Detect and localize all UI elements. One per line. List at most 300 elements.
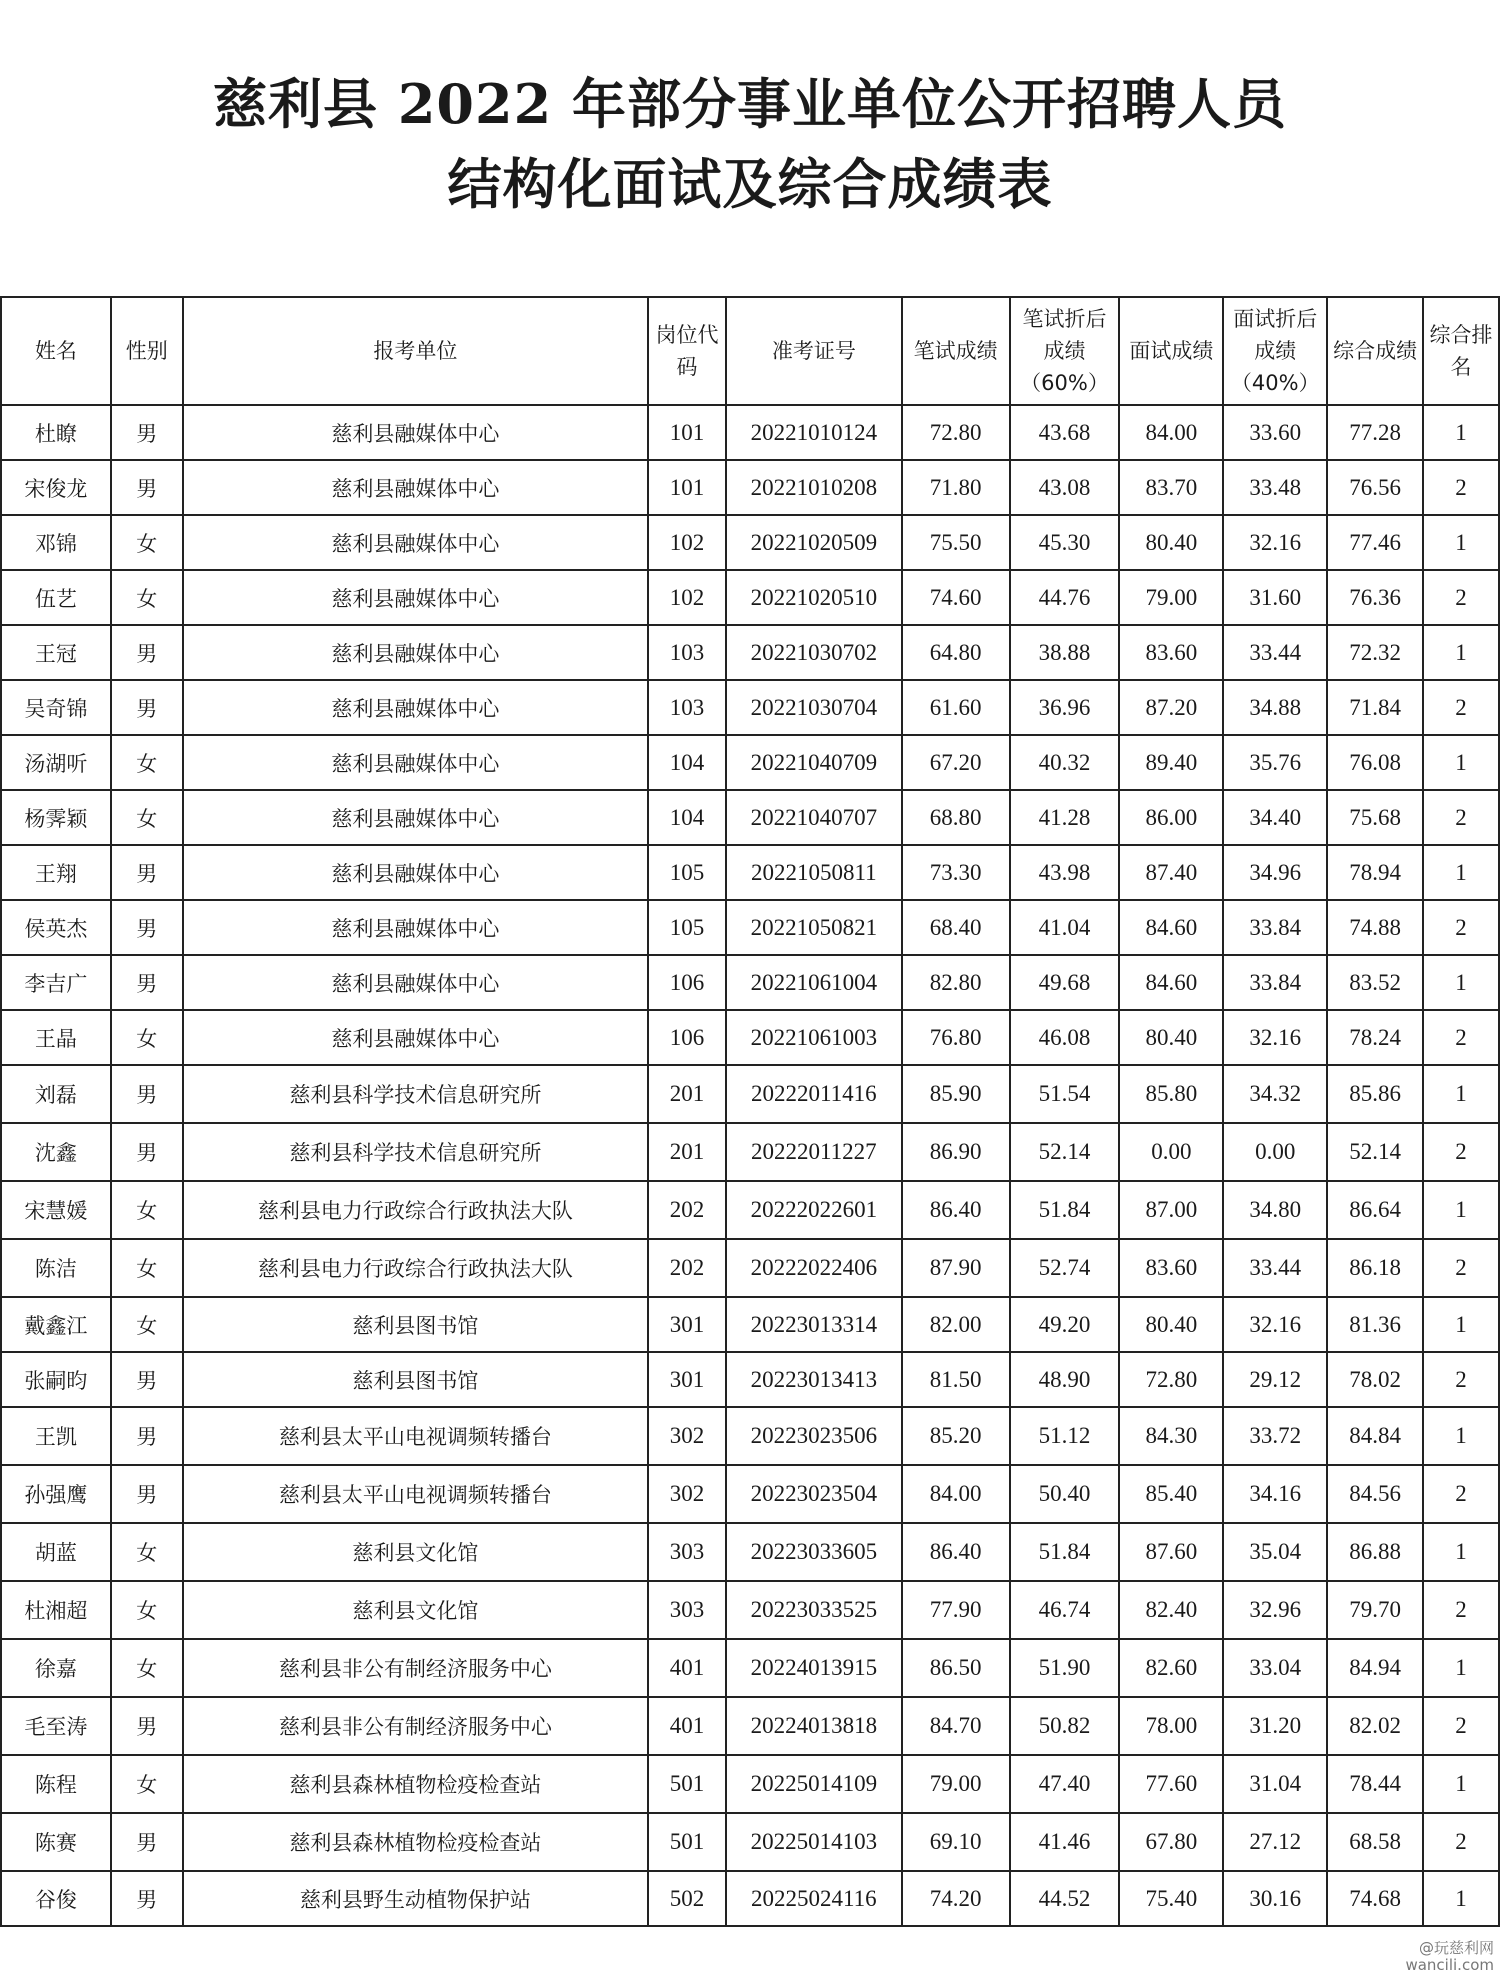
cell-written-score: 85.20 [902,1407,1010,1465]
cell-rank: 2 [1423,1123,1499,1181]
cell-gender: 男 [111,460,183,515]
cell-name: 毛至涛 [1,1697,111,1755]
cell-post-code: 102 [648,570,726,625]
cell-rank: 1 [1423,1065,1499,1123]
table-row [1,515,1499,570]
cell-post-code: 302 [648,1465,726,1523]
header-name: 姓名 [1,297,111,405]
cell-name: 邓锦 [1,515,111,570]
cell-interview-weighted: 32.16 [1223,515,1327,570]
cell-gender: 女 [111,570,183,625]
table-row [1,460,1499,515]
cell-written-score: 75.50 [902,515,1010,570]
cell-interview-weighted: 34.16 [1223,1465,1327,1523]
cell-interview-score: 80.40 [1119,1010,1223,1065]
cell-written-score: 74.60 [902,570,1010,625]
cell-interview-score: 84.00 [1119,405,1223,460]
cell-name: 陈赛 [1,1813,111,1871]
cell-unit: 慈利县融媒体中心 [183,900,648,955]
cell-interview-weighted: 32.16 [1223,1297,1327,1352]
cell-name: 王冠 [1,625,111,680]
cell-interview-weighted: 33.60 [1223,405,1327,460]
cell-total-score: 77.28 [1327,405,1423,460]
table-row [1,790,1499,845]
cell-rank: 2 [1423,570,1499,625]
cell-name: 王翔 [1,845,111,900]
cell-unit: 慈利县非公有制经济服务中心 [183,1639,648,1697]
cell-name: 陈洁 [1,1239,111,1297]
cell-exam-number: 20225014103 [726,1813,902,1871]
cell-gender: 男 [111,900,183,955]
cell-exam-number: 20223033605 [726,1523,902,1581]
cell-gender: 女 [111,1181,183,1239]
table-row [1,1239,1499,1297]
watermark [1405,1940,1494,1974]
cell-written-weighted: 38.88 [1010,625,1120,680]
document-title-line2: 结构化面试及综合成绩表 [447,152,1053,216]
cell-written-score: 86.90 [902,1123,1010,1181]
cell-name: 侯英杰 [1,900,111,955]
table-row [1,570,1499,625]
cell-written-score: 84.70 [902,1697,1010,1755]
table-row [1,1123,1499,1181]
cell-interview-score: 0.00 [1119,1123,1223,1181]
cell-written-weighted: 41.04 [1010,900,1120,955]
cell-interview-weighted: 33.48 [1223,460,1327,515]
table-row [1,845,1499,900]
cell-written-score: 81.50 [902,1352,1010,1407]
cell-name: 徐嘉 [1,1639,111,1697]
cell-written-weighted: 52.14 [1010,1123,1120,1181]
cell-written-weighted: 45.30 [1010,515,1120,570]
cell-interview-weighted: 30.16 [1223,1871,1327,1926]
cell-rank: 1 [1423,955,1499,1010]
cell-written-weighted: 43.98 [1010,845,1120,900]
cell-name: 孙强鹰 [1,1465,111,1523]
cell-exam-number: 20223013413 [726,1352,902,1407]
cell-rank: 2 [1423,1239,1499,1297]
cell-rank: 1 [1423,1297,1499,1352]
cell-written-weighted: 40.32 [1010,735,1120,790]
cell-interview-weighted: 34.40 [1223,790,1327,845]
cell-unit: 慈利县森林植物检疫检查站 [183,1813,648,1871]
cell-post-code: 105 [648,845,726,900]
cell-gender: 女 [111,1010,183,1065]
cell-post-code: 202 [648,1239,726,1297]
cell-interview-weighted: 32.96 [1223,1581,1327,1639]
cell-interview-weighted: 27.12 [1223,1813,1327,1871]
cell-post-code: 302 [648,1407,726,1465]
cell-post-code: 202 [648,1181,726,1239]
header-interview-score: 面试成绩 [1119,297,1223,405]
cell-written-weighted: 51.84 [1010,1523,1120,1581]
cell-interview-weighted: 34.96 [1223,845,1327,900]
cell-name: 刘磊 [1,1065,111,1123]
cell-written-score: 74.20 [902,1871,1010,1926]
cell-written-weighted: 43.08 [1010,460,1120,515]
cell-rank: 1 [1423,1523,1499,1581]
table-row [1,955,1499,1010]
table-row [1,1465,1499,1523]
cell-unit: 慈利县图书馆 [183,1352,648,1407]
cell-total-score: 85.86 [1327,1065,1423,1123]
cell-interview-score: 87.00 [1119,1181,1223,1239]
cell-rank: 2 [1423,1813,1499,1871]
cell-gender: 男 [111,955,183,1010]
cell-written-score: 61.60 [902,680,1010,735]
cell-name: 王凯 [1,1407,111,1465]
cell-exam-number: 20221010124 [726,405,902,460]
cell-exam-number: 20222022406 [726,1239,902,1297]
cell-post-code: 201 [648,1065,726,1123]
cell-unit: 慈利县融媒体中心 [183,405,648,460]
cell-written-score: 69.10 [902,1813,1010,1871]
cell-unit: 慈利县融媒体中心 [183,570,648,625]
cell-unit: 慈利县融媒体中心 [183,790,648,845]
cell-exam-number: 20221040709 [726,735,902,790]
cell-name: 杜瞭 [1,405,111,460]
cell-written-weighted: 50.82 [1010,1697,1120,1755]
cell-gender: 男 [111,1407,183,1465]
cell-written-weighted: 52.74 [1010,1239,1120,1297]
cell-interview-weighted: 34.88 [1223,680,1327,735]
cell-interview-score: 87.20 [1119,680,1223,735]
cell-total-score: 75.68 [1327,790,1423,845]
cell-interview-score: 79.00 [1119,570,1223,625]
cell-exam-number: 20221061004 [726,955,902,1010]
table-row [1,1297,1499,1352]
cell-gender: 男 [111,405,183,460]
cell-unit: 慈利县融媒体中心 [183,845,648,900]
cell-exam-number: 20221020509 [726,515,902,570]
cell-written-score: 86.50 [902,1639,1010,1697]
cell-total-score: 74.68 [1327,1871,1423,1926]
cell-name: 伍艺 [1,570,111,625]
cell-total-score: 78.02 [1327,1352,1423,1407]
cell-post-code: 105 [648,900,726,955]
cell-name: 李吉广 [1,955,111,1010]
cell-gender: 男 [111,1697,183,1755]
cell-exam-number: 20221030702 [726,625,902,680]
cell-post-code: 106 [648,1010,726,1065]
cell-unit: 慈利县太平山电视调频转播台 [183,1465,648,1523]
cell-post-code: 103 [648,625,726,680]
cell-written-score: 86.40 [902,1181,1010,1239]
cell-post-code: 502 [648,1871,726,1926]
cell-exam-number: 20225024116 [726,1871,902,1926]
table-row [1,1181,1499,1239]
cell-exam-number: 20223013314 [726,1297,902,1352]
cell-rank: 2 [1423,1010,1499,1065]
cell-unit: 慈利县电力行政综合行政执法大队 [183,1239,648,1297]
cell-interview-weighted: 33.44 [1223,625,1327,680]
cell-total-score: 76.56 [1327,460,1423,515]
cell-name: 张嗣昀 [1,1352,111,1407]
cell-interview-score: 84.60 [1119,955,1223,1010]
header-written-score: 笔试成绩 [902,297,1010,405]
cell-total-score: 84.94 [1327,1639,1423,1697]
table-row [1,1697,1499,1755]
cell-interview-score: 87.60 [1119,1523,1223,1581]
cell-exam-number: 20221040707 [726,790,902,845]
cell-written-score: 85.90 [902,1065,1010,1123]
header-gender: 性别 [111,297,183,405]
cell-written-score: 84.00 [902,1465,1010,1523]
cell-interview-score: 85.80 [1119,1065,1223,1123]
cell-name: 陈程 [1,1755,111,1813]
cell-post-code: 101 [648,405,726,460]
table-row [1,1407,1499,1465]
table-header [1,297,1499,405]
cell-written-weighted: 50.40 [1010,1465,1120,1523]
cell-post-code: 303 [648,1581,726,1639]
cell-written-weighted: 44.76 [1010,570,1120,625]
cell-total-score: 78.24 [1327,1010,1423,1065]
cell-written-score: 73.30 [902,845,1010,900]
cell-gender: 男 [111,680,183,735]
cell-gender: 女 [111,1755,183,1813]
cell-post-code: 303 [648,1523,726,1581]
cell-written-score: 82.00 [902,1297,1010,1352]
cell-name: 汤湖听 [1,735,111,790]
cell-gender: 女 [111,1581,183,1639]
cell-written-weighted: 46.08 [1010,1010,1120,1065]
cell-rank: 1 [1423,1181,1499,1239]
cell-unit: 慈利县野生动植物保护站 [183,1871,648,1926]
cell-post-code: 103 [648,680,726,735]
cell-unit: 慈利县融媒体中心 [183,680,648,735]
cell-written-weighted: 51.54 [1010,1065,1120,1123]
cell-unit: 慈利县文化馆 [183,1581,648,1639]
cell-written-score: 86.40 [902,1523,1010,1581]
cell-exam-number: 20224013915 [726,1639,902,1697]
cell-post-code: 101 [648,460,726,515]
table-row [1,1523,1499,1581]
cell-exam-number: 20221050821 [726,900,902,955]
cell-gender: 男 [111,1465,183,1523]
watermark-site-name: @玩慈利网 [1418,1939,1494,1957]
cell-post-code: 501 [648,1813,726,1871]
cell-name: 王晶 [1,1010,111,1065]
cell-name: 杨霁颖 [1,790,111,845]
cell-total-score: 81.36 [1327,1297,1423,1352]
cell-total-score: 84.84 [1327,1407,1423,1465]
cell-total-score: 86.18 [1327,1239,1423,1297]
cell-interview-weighted: 32.16 [1223,1010,1327,1065]
cell-gender: 女 [111,790,183,845]
cell-total-score: 84.56 [1327,1465,1423,1523]
cell-written-score: 76.80 [902,1010,1010,1065]
cell-total-score: 78.94 [1327,845,1423,900]
cell-interview-weighted: 33.84 [1223,900,1327,955]
cell-interview-score: 77.60 [1119,1755,1223,1813]
cell-interview-weighted: 33.44 [1223,1239,1327,1297]
cell-gender: 男 [111,625,183,680]
cell-post-code: 102 [648,515,726,570]
table-row [1,1639,1499,1697]
cell-written-score: 68.80 [902,790,1010,845]
cell-rank: 1 [1423,1755,1499,1813]
table-row [1,1813,1499,1871]
cell-rank: 2 [1423,1352,1499,1407]
cell-gender: 男 [111,1065,183,1123]
table-row [1,1755,1499,1813]
cell-interview-weighted: 34.32 [1223,1065,1327,1123]
cell-unit: 慈利县太平山电视调频转播台 [183,1407,648,1465]
header-interview-weighted: 面试折后成绩（40%） [1223,297,1327,405]
cell-written-weighted: 49.20 [1010,1297,1120,1352]
table-row [1,1065,1499,1123]
cell-unit: 慈利县科学技术信息研究所 [183,1123,648,1181]
table-body [1,405,1499,1926]
cell-unit: 慈利县融媒体中心 [183,460,648,515]
cell-interview-score: 83.60 [1119,625,1223,680]
cell-interview-score: 80.40 [1119,515,1223,570]
cell-gender: 女 [111,515,183,570]
cell-exam-number: 20221010208 [726,460,902,515]
cell-interview-score: 83.60 [1119,1239,1223,1297]
cell-total-score: 78.44 [1327,1755,1423,1813]
header-exam-number: 准考证号 [726,297,902,405]
cell-gender: 女 [111,1297,183,1352]
cell-total-score: 74.88 [1327,900,1423,955]
cell-name: 谷俊 [1,1871,111,1926]
header-total-score: 综合成绩 [1327,297,1423,405]
cell-gender: 男 [111,1352,183,1407]
cell-interview-score: 83.70 [1119,460,1223,515]
cell-written-score: 82.80 [902,955,1010,1010]
cell-rank: 2 [1423,900,1499,955]
cell-unit: 慈利县科学技术信息研究所 [183,1065,648,1123]
table-row [1,625,1499,680]
cell-rank: 1 [1423,1639,1499,1697]
cell-written-weighted: 46.74 [1010,1581,1120,1639]
cell-gender: 女 [111,1239,183,1297]
cell-rank: 2 [1423,1465,1499,1523]
cell-unit: 慈利县融媒体中心 [183,1010,648,1065]
cell-written-score: 68.40 [902,900,1010,955]
cell-unit: 慈利县融媒体中心 [183,625,648,680]
cell-rank: 2 [1423,1581,1499,1639]
cell-total-score: 86.64 [1327,1181,1423,1239]
cell-exam-number: 20221061003 [726,1010,902,1065]
cell-interview-weighted: 31.20 [1223,1697,1327,1755]
cell-interview-score: 84.60 [1119,900,1223,955]
cell-rank: 1 [1423,735,1499,790]
cell-rank: 2 [1423,790,1499,845]
cell-interview-weighted: 31.60 [1223,570,1327,625]
cell-post-code: 106 [648,955,726,1010]
cell-rank: 2 [1423,460,1499,515]
cell-gender: 男 [111,845,183,900]
cell-total-score: 72.32 [1327,625,1423,680]
header-post-code: 岗位代码 [648,297,726,405]
cell-total-score: 52.14 [1327,1123,1423,1181]
cell-written-weighted: 41.28 [1010,790,1120,845]
cell-gender: 男 [111,1123,183,1181]
cell-gender: 女 [111,1639,183,1697]
cell-written-weighted: 36.96 [1010,680,1120,735]
document-title-line1: 慈利县 2022 年部分事业单位公开招聘人员 [213,72,1287,136]
cell-interview-score: 85.40 [1119,1465,1223,1523]
cell-total-score: 82.02 [1327,1697,1423,1755]
results-table [0,296,1500,1927]
cell-gender: 男 [111,1871,183,1926]
cell-interview-score: 82.40 [1119,1581,1223,1639]
cell-unit: 慈利县融媒体中心 [183,955,648,1010]
cell-name: 杜湘超 [1,1581,111,1639]
cell-post-code: 104 [648,735,726,790]
cell-post-code: 104 [648,790,726,845]
cell-total-score: 68.58 [1327,1813,1423,1871]
cell-written-weighted: 51.90 [1010,1639,1120,1697]
cell-name: 宋俊龙 [1,460,111,515]
cell-written-weighted: 44.52 [1010,1871,1120,1926]
cell-rank: 2 [1423,1697,1499,1755]
cell-rank: 1 [1423,625,1499,680]
header-row [1,297,1499,405]
cell-written-score: 87.90 [902,1239,1010,1297]
cell-written-weighted: 51.84 [1010,1181,1120,1239]
cell-name: 宋慧媛 [1,1181,111,1239]
cell-post-code: 201 [648,1123,726,1181]
cell-exam-number: 20224013818 [726,1697,902,1755]
cell-post-code: 501 [648,1755,726,1813]
cell-rank: 1 [1423,1871,1499,1926]
table-row [1,405,1499,460]
cell-written-score: 64.80 [902,625,1010,680]
cell-rank: 1 [1423,515,1499,570]
cell-interview-weighted: 34.80 [1223,1181,1327,1239]
cell-interview-weighted: 33.72 [1223,1407,1327,1465]
cell-total-score: 77.46 [1327,515,1423,570]
table-row [1,735,1499,790]
cell-total-score: 76.36 [1327,570,1423,625]
cell-exam-number: 20222011227 [726,1123,902,1181]
cell-exam-number: 20221050811 [726,845,902,900]
cell-interview-score: 72.80 [1119,1352,1223,1407]
watermark-domain: wancili.com [1405,1956,1494,1974]
cell-unit: 慈利县非公有制经济服务中心 [183,1697,648,1755]
cell-interview-weighted: 33.84 [1223,955,1327,1010]
cell-exam-number: 20222022601 [726,1181,902,1239]
cell-post-code: 401 [648,1697,726,1755]
cell-written-score: 79.00 [902,1755,1010,1813]
cell-name: 吴奇锦 [1,680,111,735]
cell-unit: 慈利县融媒体中心 [183,735,648,790]
header-unit: 报考单位 [183,297,648,405]
table-row [1,900,1499,955]
cell-written-weighted: 41.46 [1010,1813,1120,1871]
cell-interview-weighted: 31.04 [1223,1755,1327,1813]
cell-gender: 女 [111,1523,183,1581]
cell-gender: 男 [111,1813,183,1871]
header-written-weighted: 笔试折后成绩（60%） [1010,297,1120,405]
cell-interview-score: 87.40 [1119,845,1223,900]
cell-name: 沈鑫 [1,1123,111,1181]
cell-unit: 慈利县森林植物检疫检查站 [183,1755,648,1813]
cell-total-score: 79.70 [1327,1581,1423,1639]
cell-written-score: 77.90 [902,1581,1010,1639]
cell-written-score: 72.80 [902,405,1010,460]
cell-unit: 慈利县电力行政综合行政执法大队 [183,1181,648,1239]
cell-interview-score: 89.40 [1119,735,1223,790]
cell-written-weighted: 48.90 [1010,1352,1120,1407]
cell-interview-weighted: 33.04 [1223,1639,1327,1697]
cell-exam-number: 20223023504 [726,1465,902,1523]
cell-interview-score: 84.30 [1119,1407,1223,1465]
cell-exam-number: 20223023506 [726,1407,902,1465]
